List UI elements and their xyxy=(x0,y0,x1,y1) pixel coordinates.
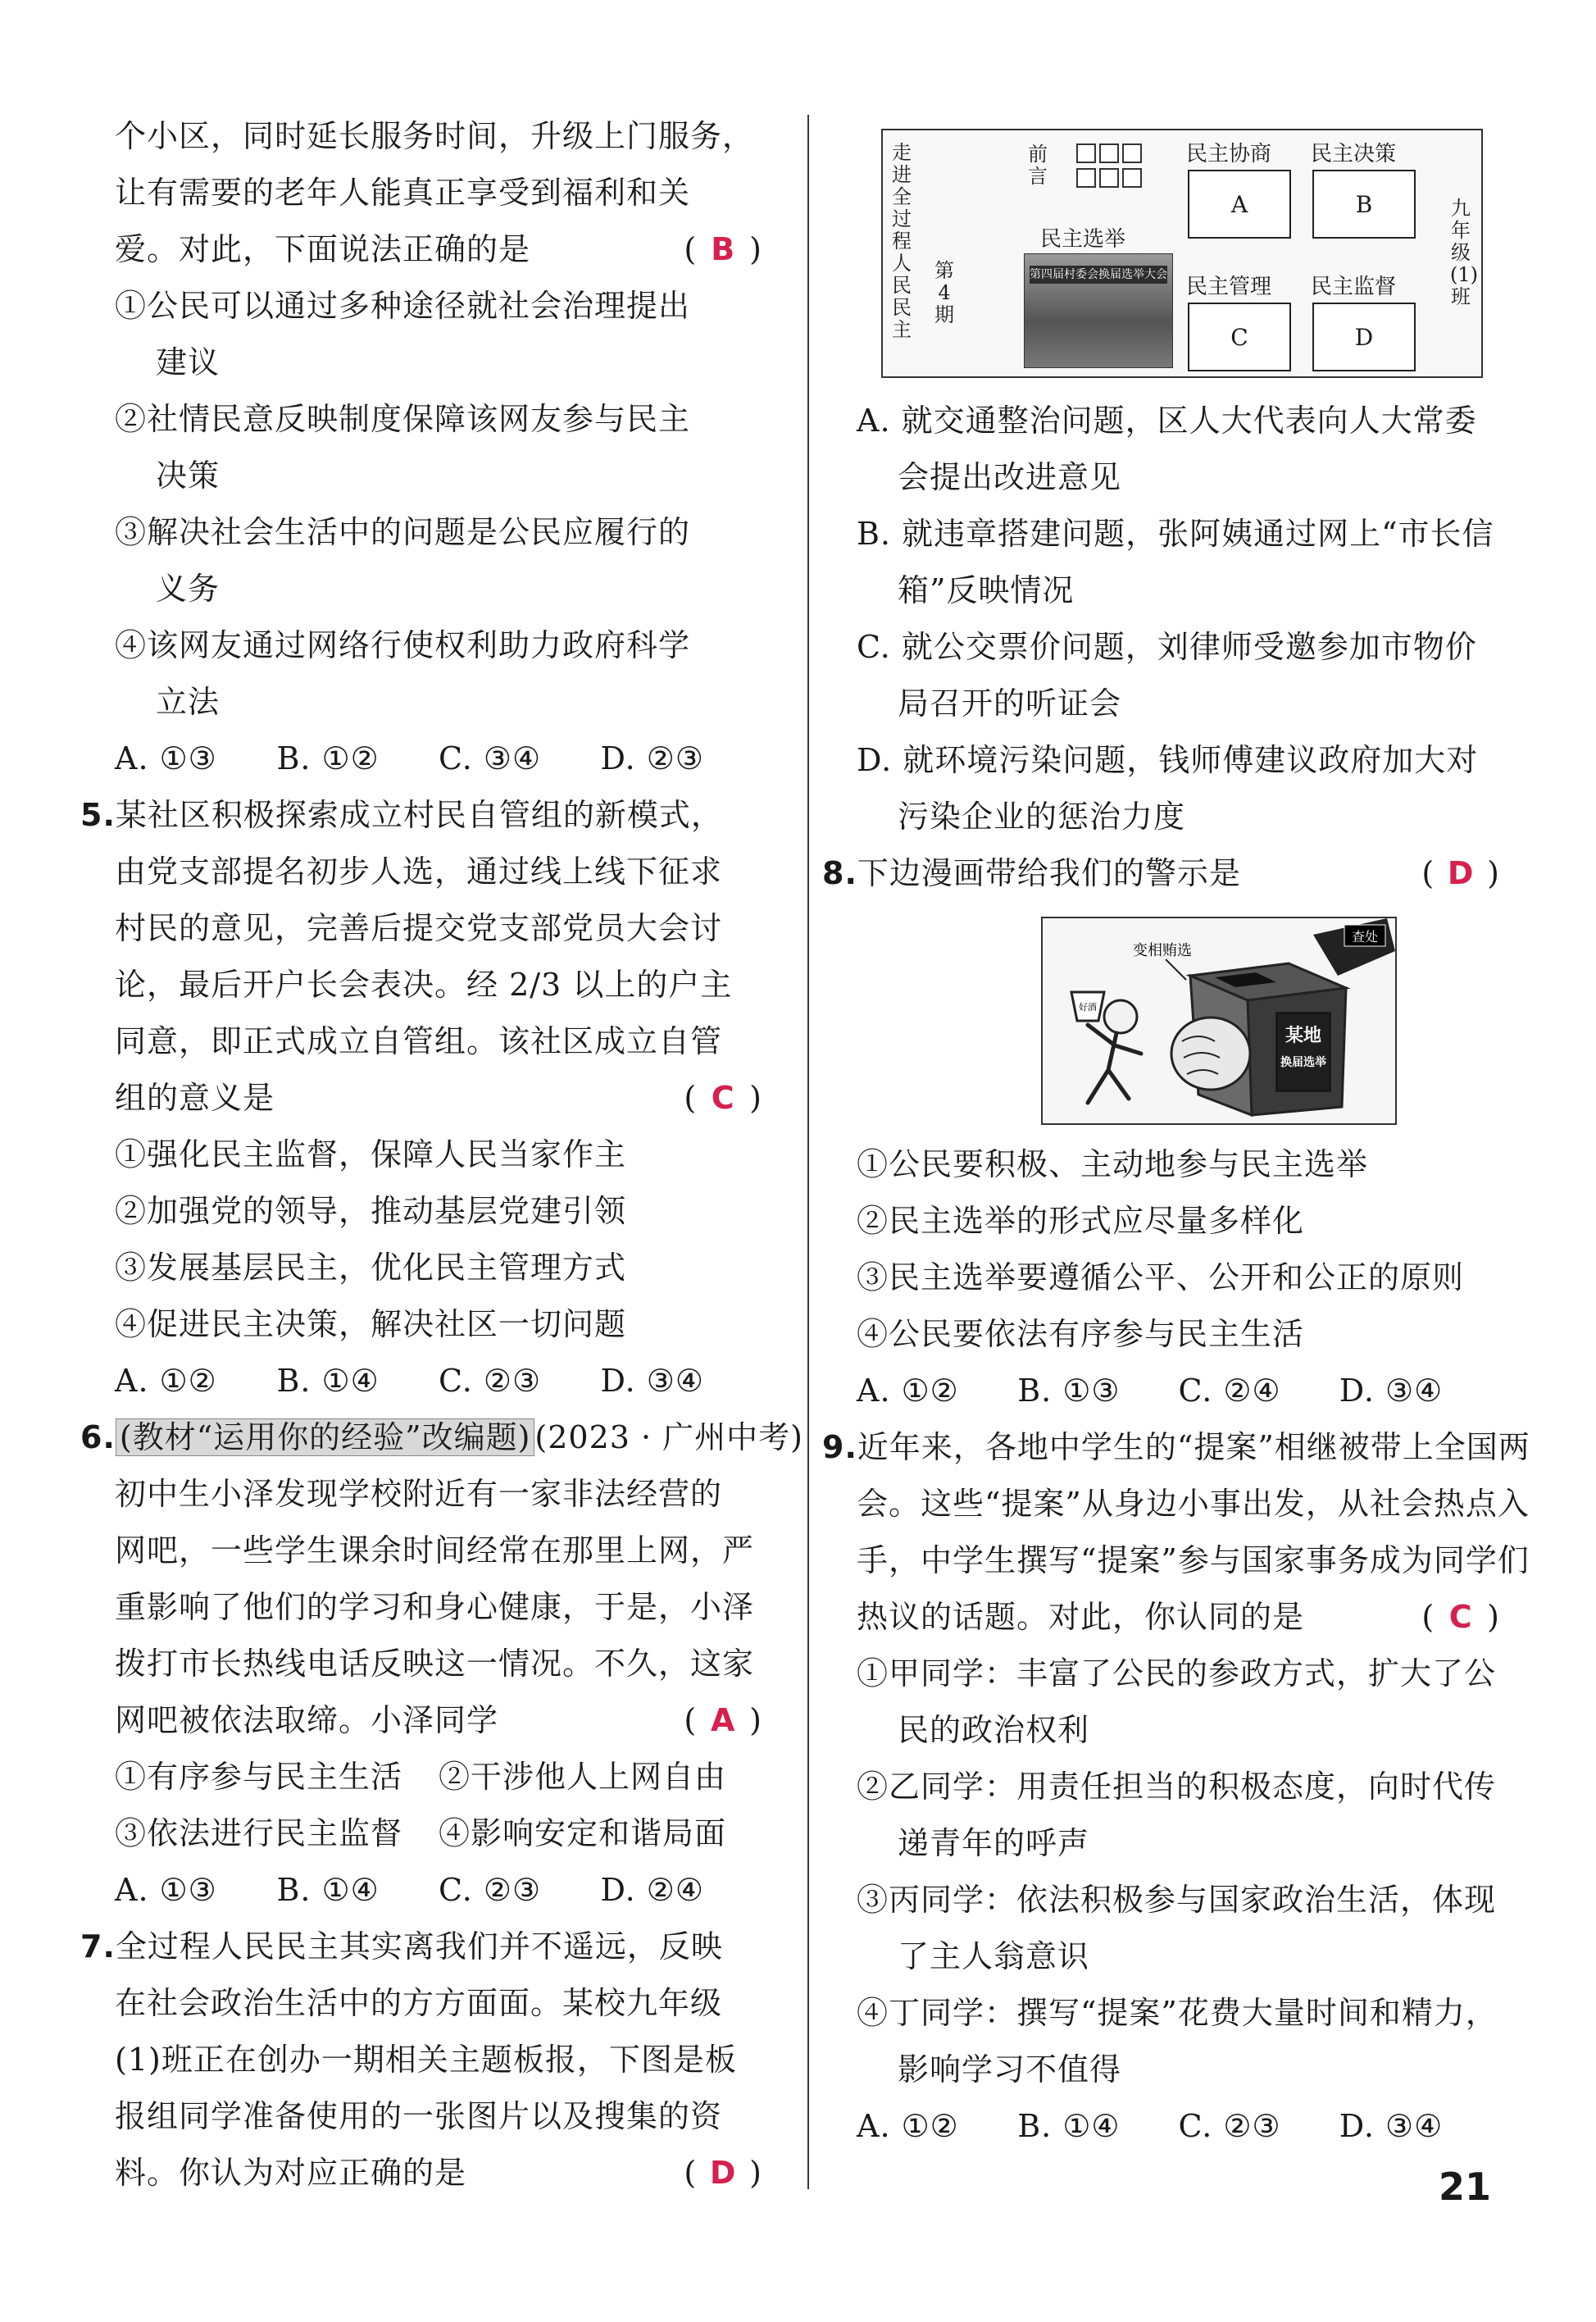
q9-item-cont: 了主人翁意识 xyxy=(898,1938,1090,1974)
q4-stem-end: 爱。对此，下面说法正确的是 ( B ) xyxy=(115,221,762,278)
q7-stem-end: 料。你认为对应正确的是 ( D ) xyxy=(115,2145,762,2201)
q8-options: A. ①② B. ①③ C. ②④ D. ③④ xyxy=(857,1373,1444,1409)
cup-text: 好酒 xyxy=(1079,1002,1097,1013)
board-issue: 第4期 xyxy=(934,259,954,326)
board-decide-label: 民主决策 xyxy=(1311,142,1397,166)
left-column xyxy=(80,108,804,2201)
bribery-cartoon xyxy=(1041,917,1397,1125)
q9-text-line: 手，中学生撰写“提案”参与国家事务成为同学们 xyxy=(857,1542,1530,1578)
q5-answer: ( C ) xyxy=(684,1080,762,1116)
q4-item: ①公民可以通过多种途径就社会治理提出 xyxy=(115,288,691,324)
q9-item-cont: 民的政治权利 xyxy=(898,1712,1090,1748)
q7-number: 7. xyxy=(80,1928,116,1965)
q5-text-line: 村民的意见，完善后提交党支部党员大会讨 xyxy=(115,910,723,946)
q4-item: ④该网友通过网络行使权利助力政府科学 xyxy=(115,627,691,663)
q9-first-line: 9.近年来，各地中学生的“提案”相继被带上全国两 xyxy=(822,1429,1530,1465)
q6-items-row: ③依法进行民主监督 ④影响安定和谐局面 xyxy=(115,1815,727,1851)
q9-options: A. ①② B. ①④ C. ②③ D. ③④ xyxy=(857,2108,1444,2144)
q9-item: ④丁同学：撰写“提案”花费大量时间和精力， xyxy=(857,1995,1498,2031)
ballot-box-label-bg xyxy=(1276,1013,1330,1091)
board-title: 走进全过程人民民主 xyxy=(892,141,912,341)
q9-item: ①甲同学：丰富了公民的参政方式，扩大了公 xyxy=(857,1655,1497,1691)
q8-item: ②民主选举的形式应尽量多样化 xyxy=(857,1203,1305,1239)
q4-item-cont: 立法 xyxy=(156,684,221,720)
q5-options: A. ①② B. ①④ C. ②③ D. ③④ xyxy=(115,1363,704,1399)
q5-number: 5. xyxy=(80,797,116,833)
q5-first-line: 5.某社区积极探索成立村民自管组的新模式， xyxy=(80,797,723,833)
q6-answer: ( A ) xyxy=(684,1702,762,1738)
q7-option-cont: 污染企业的惩治力度 xyxy=(898,799,1186,835)
q4-item-cont: 义务 xyxy=(156,571,221,607)
q5-item: ②加强党的领导，推动基层党建引领 xyxy=(115,1193,627,1229)
board-box-b: B xyxy=(1312,170,1416,239)
q9-answer: ( C ) xyxy=(1421,1599,1500,1635)
q7-option-cont: 箱”反映情况 xyxy=(898,572,1075,608)
board-class: 九年级(1)班 xyxy=(1450,197,1478,308)
q9-number: 9. xyxy=(822,1429,857,1465)
q8-item: ①公民要积极、主动地参与民主选举 xyxy=(857,1146,1369,1182)
q6-stem-end: 网吧被依法取缔。小泽同学 ( A ) xyxy=(115,1692,762,1749)
q7-first-line: 7.全过程人民民主其实离我们并不遥远，反映 xyxy=(80,1928,723,1965)
q8-item: ④公民要依法有序参与民主生活 xyxy=(857,1316,1305,1352)
stamp-text: 查处 xyxy=(1351,929,1379,945)
q7-text-line: (1)班正在创办一期相关主题板报，下图是板 xyxy=(115,2042,737,2078)
q6-text-line: 拨打市长热线电话反映这一情况。不久，这家 xyxy=(115,1646,755,1682)
q5-text-line: 同意，即正式成立自管组。该社区成立自管 xyxy=(115,1023,723,1059)
q4-item: ③解决社会生活中的问题是公民应履行的 xyxy=(115,514,691,550)
q5-item: ①强化民主监督，保障人民当家作主 xyxy=(115,1136,627,1172)
q4-item: ②社情民意反映制度保障该网友参与民主 xyxy=(115,401,691,437)
board-box-a: A xyxy=(1188,170,1291,239)
q9-item-cont: 影响学习不值得 xyxy=(898,2051,1122,2088)
ballot-box-label-1: 某地 xyxy=(1285,1026,1322,1046)
q5-item: ③发展基层民主，优化民主管理方式 xyxy=(115,1250,627,1286)
q6-options: A. ①③ B. ①④ C. ②③ D. ②④ xyxy=(115,1872,704,1908)
q6-first-line xyxy=(80,1409,804,1466)
q6-text-line: 重影响了他们的学习和身心健康，于是，小泽 xyxy=(115,1589,755,1625)
board-box-d: D xyxy=(1312,303,1416,371)
q7-option-cont: 会提出改进意见 xyxy=(898,459,1122,495)
q7-text-line: 在社会政治生活中的方方面面。某校九年级 xyxy=(115,1985,723,2021)
q8-number: 8. xyxy=(822,855,857,891)
q9-stem-end: 热议的话题。对此，你认同的是 ( C ) xyxy=(857,1589,1500,1646)
q7-option: C. 就公交票价问题，刘律师受邀参加市物价 xyxy=(857,629,1477,665)
board-box-c: C xyxy=(1188,303,1291,371)
board-grid-icon xyxy=(1076,143,1140,188)
column-divider xyxy=(807,115,809,2189)
q6-source-tag: (教材“运用你的经验”改编题) xyxy=(116,1418,535,1456)
q5-text-line: 论，最后开户长会表决。经 2/3 以上的户主 xyxy=(115,967,733,1003)
q4-item-cont: 决策 xyxy=(156,458,221,494)
q4-options: A. ①③ B. ①② C. ③④ D. ②③ xyxy=(115,740,704,776)
q7-option-cont: 局召开的听证会 xyxy=(898,685,1122,722)
q7-option: D. 就环境污染问题，钱师傅建议政府加大对 xyxy=(857,742,1479,778)
board-supervise-label: 民主监督 xyxy=(1311,275,1397,299)
q9-item: ③丙同学：依法积极参与国家政治生活，体现 xyxy=(857,1882,1497,1918)
q4-item-cont: 建议 xyxy=(156,344,221,380)
q9-text-line: 会。这些“提案”从身边小事出发，从社会热点入 xyxy=(857,1486,1530,1522)
q4-answer: ( B ) xyxy=(684,231,762,267)
q6-text-line: 网吧，一些学生课余时间经常在那里上网，严 xyxy=(115,1532,755,1568)
q6-items-row: ①有序参与民主生活 ②干涉他人上网自由 xyxy=(115,1759,727,1795)
q7-option: B. 就违章搭建问题，张阿姨通过网上“市长信 xyxy=(857,516,1494,552)
q9-item-cont: 递青年的呼声 xyxy=(898,1825,1090,1861)
q6-exam-source: (2023 · 广州中考) xyxy=(534,1419,804,1455)
cartoon-caption: 变相贿选 xyxy=(1133,942,1192,959)
q6-number: 6. xyxy=(80,1419,116,1455)
running-man-body xyxy=(1088,1025,1141,1103)
q7-answer: ( D ) xyxy=(684,2155,762,2191)
running-man-head xyxy=(1104,1000,1137,1033)
election-photo xyxy=(1024,253,1173,368)
q6-text-line: 初中生小泽发现学校附近有一家非法经营的 xyxy=(115,1476,723,1512)
q5-text-line: 由党支部提名初步人选，通过线上线下征求 xyxy=(115,854,723,890)
right-column xyxy=(822,119,1530,2155)
q4-text-line: 个小区，同时延长服务时间，升级上门服务， xyxy=(115,118,755,154)
board-consult-label: 民主协商 xyxy=(1186,142,1272,166)
ballot-box-label-2: 换届选举 xyxy=(1280,1056,1326,1069)
q4-text-line: 让有需要的老年人能真正享受到福利和关 xyxy=(115,175,691,211)
q7-text-line: 报组同学准备使用的一张图片以及搜集的资 xyxy=(115,2098,723,2134)
board-preface: 前言 xyxy=(1028,143,1048,188)
cartoon-drawing xyxy=(1043,918,1395,1123)
page-number: 21 xyxy=(1438,2165,1491,2209)
q9-item: ②乙同学：用责任担当的积极态度，向时代传 xyxy=(857,1769,1497,1805)
blackboard-figure xyxy=(881,129,1483,378)
q7-option: A. 就交通整治问题，区人大代表向人大常委 xyxy=(857,403,1477,439)
q8-stem: 8.下边漫画带给我们的警示是 ( D ) xyxy=(857,845,1500,902)
board-election-label: 民主选举 xyxy=(1040,227,1126,252)
q8-answer: ( D ) xyxy=(1421,855,1500,891)
q5-item: ④促进民主决策，解决社区一切问题 xyxy=(115,1306,627,1342)
q8-item: ③民主选举要遵循公平、公开和公正的原则 xyxy=(857,1259,1465,1295)
board-manage-label: 民主管理 xyxy=(1186,275,1272,299)
q5-stem-end: 组的意义是 ( C ) xyxy=(115,1070,762,1127)
photo-banner: 第四届村委会换届选举大会 xyxy=(1030,266,1167,284)
